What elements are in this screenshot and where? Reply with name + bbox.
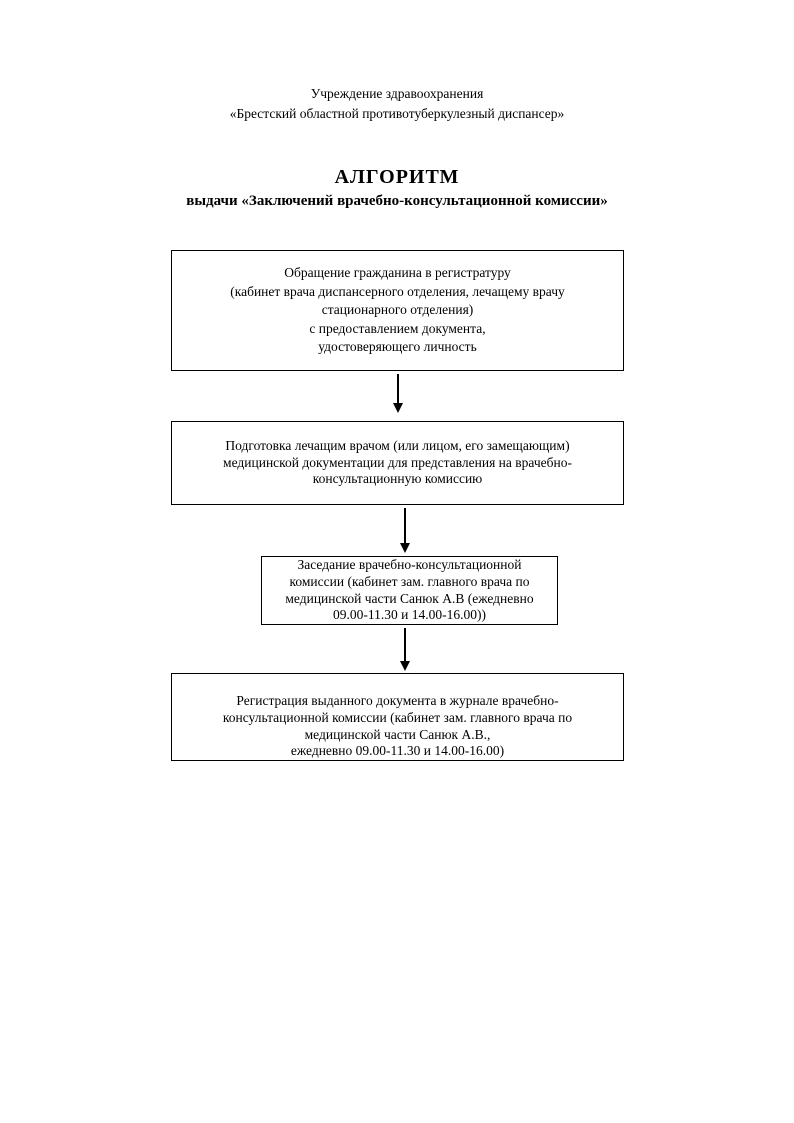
org-header-line1: Учреждение здравоохранения [310, 86, 484, 101]
flow-step-1-box [171, 250, 624, 371]
flow-step-4-line-3: медицинской части Санюк А.В., [304, 726, 491, 742]
flow-step-3-line-4: 09.00-11.30 и 14.00-16.00)) [333, 607, 486, 623]
arrow-shaft [404, 508, 406, 543]
flow-step-2-box [171, 421, 624, 505]
flow-step-1-line-1: Обращение гражданина в регистратуру [284, 265, 511, 281]
page-title: АЛГОРИТМ [334, 166, 460, 188]
arrow-shaft [404, 628, 406, 661]
org-header-line2: «Брестский областной противотуберкулезный диспансер» [229, 106, 565, 121]
flow-step-2-line-3: консультационную комиссию [312, 471, 483, 487]
flow-step-1-line-2: (кабинет врача диспансерного отделения, лечащему врачу [230, 283, 565, 299]
arrow-down-icon [392, 374, 403, 413]
arrow-down-icon [399, 628, 410, 671]
flow-step-2-line-2: медицинской документации для представления на врачебно- [223, 454, 572, 470]
arrow-head [400, 661, 410, 671]
flow-step-3-line-3: медицинской части Санюк А.В (ежедневно [285, 590, 534, 606]
flow-step-3-line-2: комиссии (кабинет зам. главного врача по [289, 573, 530, 589]
flow-step-1-line-4: с предоставлением документа, [309, 320, 486, 336]
flow-step-2-line-1: Подготовка лечащим врачом (или лицом, его замещающим) [225, 437, 570, 453]
flow-step-4-box [171, 673, 624, 761]
flow-step-4-line-4: ежедневно 09.00-11.30 и 14.00-16.00) [290, 743, 505, 759]
arrow-head [400, 543, 410, 553]
flow-step-4-line-1: Регистрация выданного документа в журнале врачебно- [236, 693, 559, 708]
arrow-head [393, 403, 403, 413]
flow-step-1-line-3: стационарного отделения) [321, 302, 474, 318]
flow-step-4-line-2: консультационной комиссии (кабинет зам. главного врача по [222, 709, 573, 725]
org-header [0, 84, 794, 124]
arrow-shaft [397, 374, 399, 403]
arrow-down-icon [399, 508, 410, 553]
flow-step-1-line-5: удостоверяющего личность [318, 339, 477, 355]
flow-step-3-box [261, 556, 558, 625]
document-title-block [0, 163, 794, 212]
flow-step-3-line-1: Заседание врачебно-консультационной [297, 557, 522, 573]
page-subtitle: выдачи «Заключений врачебно-консультационной комиссии» [186, 193, 608, 209]
